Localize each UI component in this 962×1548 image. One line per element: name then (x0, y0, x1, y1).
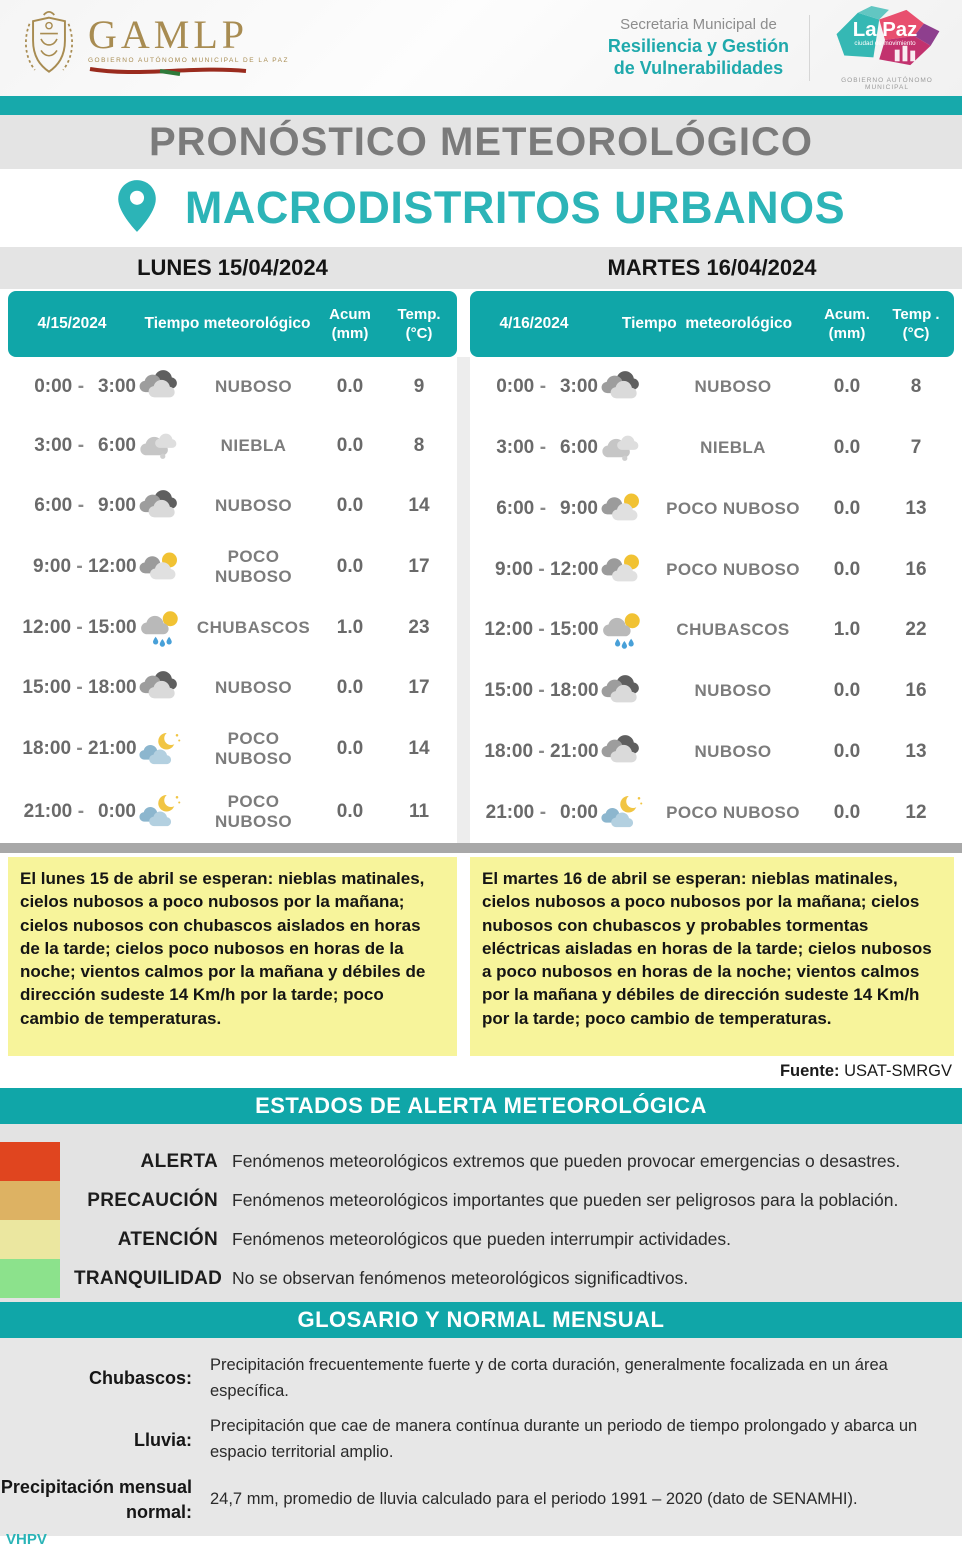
time-range: 15:00 - 18:00 (484, 680, 599, 702)
forecast-row (470, 490, 954, 527)
time-range: 0:00 - 3:00 (496, 376, 598, 398)
table-header-tuesday (470, 291, 954, 357)
forecast-row (470, 612, 954, 649)
alerts-section-title: ESTADOS DE ALERTA METEOROLÓGICA (0, 1088, 962, 1124)
summaries (0, 853, 962, 1056)
weather-condition: POCO NUBOSO (666, 559, 800, 579)
forecast-row (470, 369, 954, 406)
time-range: 12:00 - 15:00 (22, 617, 137, 639)
glossary-definition: 24,7 mm, promedio de lluvia calculado para el periodo 1991 – 2020 (dato de SENAMHI). (210, 1489, 858, 1508)
temp-value: 8 (413, 435, 425, 457)
time-range: 6:00 - 9:00 (496, 497, 598, 519)
acum-value: 0.0 (336, 738, 364, 760)
alert-level-name: ATENCIÓN (117, 1228, 218, 1250)
title-band (0, 115, 962, 169)
weather-column-header: Tiempo meteorológico (621, 314, 793, 332)
weather-condition: NUBOSO (214, 376, 293, 396)
table-header-monday (8, 291, 457, 357)
weather-condition: NUBOSO (694, 377, 772, 397)
date-header: 4/16/2024 (499, 314, 569, 332)
time-range: 18:00 - 21:00 (484, 740, 599, 762)
alert-level-row (0, 1220, 962, 1259)
acum-value: 0.0 (833, 558, 861, 580)
acum-value: 0.0 (336, 435, 364, 457)
weather-icon-nuboso (136, 669, 188, 706)
weather-icon-luna-nubes (136, 793, 188, 830)
temp-value: 22 (905, 619, 927, 641)
glossary-row (0, 1409, 962, 1470)
weather-condition: NUBOSO (214, 496, 293, 516)
acum-column-header: Acum (mm) (329, 305, 371, 342)
alert-color-swatch (0, 1259, 60, 1298)
weather-icon-sol-nubes (136, 549, 188, 586)
glossary-term: Lluvia: (133, 1429, 192, 1450)
acum-value: 0.0 (336, 800, 364, 822)
time-range: 6:00 - 9:00 (34, 495, 136, 517)
temp-value: 17 (408, 556, 430, 578)
lapaz-caption: GOBIERNO AUTÓNOMO MUNICIPAL (841, 77, 933, 91)
weather-icon-chubascos (136, 610, 188, 647)
temp-value: 23 (408, 617, 430, 639)
glossary-definition: Precipitación que cae de manera contínua durante un periodo de tiempo prolongado y abarca un espacio territorial amplio. (210, 1417, 918, 1461)
page-subtitle: MACRODISTRITOS URBANOS (184, 182, 846, 233)
alert-color-swatch (0, 1220, 60, 1259)
temp-value: 14 (408, 495, 430, 517)
alert-level-row (0, 1259, 962, 1298)
page-title: PRONÓSTICO METEOROLÓGICO (148, 119, 814, 164)
alert-level-description: No se observan fenómenos meteorológicos significadtivos. (232, 1268, 689, 1288)
glossary-row (0, 1470, 962, 1529)
weather-condition: NUBOSO (694, 681, 772, 701)
secretary-line1: Secretaria Municipal de (620, 16, 777, 34)
weather-icon-nuboso (598, 673, 650, 710)
alert-level-row (0, 1181, 962, 1220)
weather-condition: POCO NUBOSO (214, 547, 293, 587)
summary-tuesday: El martes 16 de abril se esperan: nieblas matinales, cielos nubosos a poco nubosos por la mañana; cielos nubosos con chubascos y probables tormentas eléctricas aisladas en horas de la tarde; cielos nubosos a poco nubosos en horas de la noche; vientos calmos por la mañana y débiles de dirección sudeste 14 Km/h por la tarde; poco cambio de temperaturas. (470, 857, 954, 1056)
day-title-tuesday: MARTES 16/04/2024 (607, 255, 817, 280)
gamlp-coat-of-arms-icon (18, 9, 80, 88)
alert-level-name: ALERTA (140, 1150, 218, 1172)
weather-icon-chubascos (598, 612, 650, 649)
glossary-definition: Precipitación frecuentemente fuerte y de corta duración, generalmente focalizada en un área específica. (210, 1356, 888, 1400)
weather-icon-nuboso (598, 733, 650, 770)
time-range: 21:00 - 0:00 (23, 800, 136, 822)
forecast-table-monday (8, 357, 457, 843)
forecast-row (8, 792, 457, 832)
temp-value: 8 (910, 376, 922, 398)
glossary-term: Precipitación mensual normal: (0, 1477, 192, 1522)
gamlp-logo (18, 9, 289, 88)
day-title-monday: LUNES 15/04/2024 (137, 255, 328, 280)
weather-icon-nuboso (598, 369, 650, 406)
acum-value: 0.0 (336, 676, 364, 698)
day-titles-band (0, 247, 962, 289)
secretary-line2: Resiliencia y Gestión (607, 35, 789, 56)
weather-icon-niebla (598, 430, 650, 467)
lapaz-logo (826, 5, 948, 91)
weather-icon-sol-nubes (598, 490, 650, 527)
acum-value: 0.0 (336, 375, 364, 397)
forecast-row (8, 669, 457, 706)
weather-icon-nuboso (136, 368, 188, 405)
time-range: 3:00 - 6:00 (34, 435, 136, 457)
glossary-section (0, 1338, 962, 1548)
glossary-section-title: GLOSARIO Y NORMAL MENSUAL (0, 1302, 962, 1338)
alert-level-name: PRECAUCIÓN (87, 1189, 218, 1211)
time-range: 9:00 - 12:00 (495, 558, 599, 580)
acum-value: 0.0 (833, 497, 861, 519)
time-range: 15:00 - 18:00 (22, 676, 137, 698)
weather-icon-nuboso (136, 488, 188, 525)
alert-level-description: Fenómenos meteorológicos importantes que pueden ser peligrosos para la población. (232, 1190, 899, 1210)
section-divider-bar (0, 843, 962, 853)
forecast-table-tuesday (470, 357, 954, 843)
secretary-line3: de Vulnerabilidades (613, 58, 784, 79)
time-range: 12:00 - 15:00 (484, 619, 599, 641)
alert-level-name: TRANQUILIDAD (74, 1267, 223, 1289)
svg-text:La Paz: La Paz (852, 19, 918, 42)
svg-text:ciudad de movimiento: ciudad de movimiento (854, 39, 916, 47)
time-range: 3:00 - 6:00 (496, 437, 598, 459)
acum-value: 0.0 (833, 801, 861, 823)
acum-value: 0.0 (833, 437, 861, 459)
header-divider (809, 15, 810, 81)
weather-condition: NUBOSO (214, 677, 293, 697)
time-range: 0:00 - 3:00 (34, 375, 136, 397)
acum-value: 1.0 (336, 617, 364, 639)
alert-color-swatch (0, 1181, 60, 1220)
glossary-term: Chubascos: (88, 1368, 192, 1389)
alert-level-row (0, 1142, 962, 1181)
temp-value: 13 (905, 497, 927, 519)
time-range: 21:00 - 0:00 (485, 801, 598, 823)
teal-divider-bar (0, 96, 962, 115)
gamlp-acronym: GAMLP (88, 11, 249, 57)
temp-column-header: Temp. (°C) (397, 305, 441, 342)
weather-condition: NIEBLA (220, 436, 287, 456)
forecast-row (470, 673, 954, 710)
temp-value: 12 (905, 801, 927, 823)
weather-condition: CHUBASCOS (676, 620, 790, 640)
forecast-row (8, 547, 457, 587)
forecast-row (8, 368, 457, 405)
author-initials: VHPV (6, 1530, 47, 1548)
forecast-row (470, 551, 954, 588)
gamlp-ribbon-icon (88, 64, 289, 82)
weather-condition: POCO NUBOSO (214, 791, 293, 831)
time-range: 18:00 - 21:00 (22, 738, 137, 760)
location-pin-icon (117, 179, 157, 238)
temp-value: 7 (910, 437, 922, 459)
temp-value: 16 (905, 558, 927, 580)
temp-value: 16 (905, 680, 927, 702)
acum-value: 0.0 (833, 680, 861, 702)
acum-value: 0.0 (833, 376, 861, 398)
forecast-tables (0, 357, 962, 843)
temp-value: 11 (408, 800, 430, 822)
acum-value: 1.0 (833, 619, 861, 641)
alert-color-swatch (0, 1142, 60, 1181)
temp-value: 13 (905, 740, 927, 762)
source-label: Fuente: (779, 1062, 840, 1080)
weather-condition: POCO NUBOSO (214, 729, 293, 769)
weather-condition: NUBOSO (694, 741, 772, 761)
weather-condition: CHUBASCOS (196, 618, 311, 638)
weather-icon-niebla (136, 428, 188, 465)
alert-level-description: Fenómenos meteorológicos extremos que pueden provocar emergencias o desastres. (232, 1151, 901, 1171)
gamlp-caption: GOBIERNO AUTÓNOMO MUNICIPAL DE LA PAZ (88, 56, 289, 64)
weather-column-header: Tiempo meteorológico (144, 314, 311, 332)
acum-value: 0.0 (833, 740, 861, 762)
summary-monday: El lunes 15 de abril se esperan: nieblas matinales, cielos nubosos a poco nubosos por la mañana; cielos nubosos con chubascos aislados en horas de la tarde; cielos poco nubosos en horas de la noche; vientos calmos por la mañana y débiles de dirección sudeste 14 Km/h por la tarde; poco cambio de temperaturas. (8, 857, 457, 1056)
date-header: 4/15/2024 (37, 314, 107, 332)
header (0, 0, 962, 96)
weather-icon-sol-nubes (598, 551, 650, 588)
forecast-row (470, 430, 954, 467)
alert-level-description: Fenómenos meteorológicos que pueden interrumpir actividades. (232, 1229, 732, 1249)
forecast-row (8, 488, 457, 525)
glossary-row (0, 1348, 962, 1409)
temp-value: 9 (413, 375, 425, 397)
weather-condition: POCO NUBOSO (666, 498, 800, 518)
forecast-row (470, 794, 954, 831)
source-value: USAT-SMRGV (844, 1062, 952, 1080)
table-header-row (0, 291, 962, 357)
forecast-row (8, 729, 457, 769)
source-line (0, 1056, 962, 1088)
temp-value: 14 (408, 738, 430, 760)
acum-value: 0.0 (336, 556, 364, 578)
acum-value: 0.0 (336, 495, 364, 517)
weather-condition: NIEBLA (700, 438, 766, 458)
lapaz-logo-icon (828, 5, 946, 71)
acum-column-header: Acum. (mm) (824, 305, 870, 342)
forecast-row (8, 610, 457, 647)
temp-column-header: Temp . (°C) (892, 305, 940, 342)
forecast-row (470, 733, 954, 770)
secretary-title (608, 16, 789, 80)
temp-value: 17 (408, 676, 430, 698)
weather-icon-luna-nubes (598, 794, 650, 831)
weather-icon-luna-nubes (136, 731, 188, 768)
alerts-section (0, 1124, 962, 1302)
forecast-row (8, 428, 457, 465)
weather-condition: POCO NUBOSO (666, 802, 800, 822)
subtitle-band (0, 169, 962, 247)
time-range: 9:00 - 12:00 (33, 556, 137, 578)
